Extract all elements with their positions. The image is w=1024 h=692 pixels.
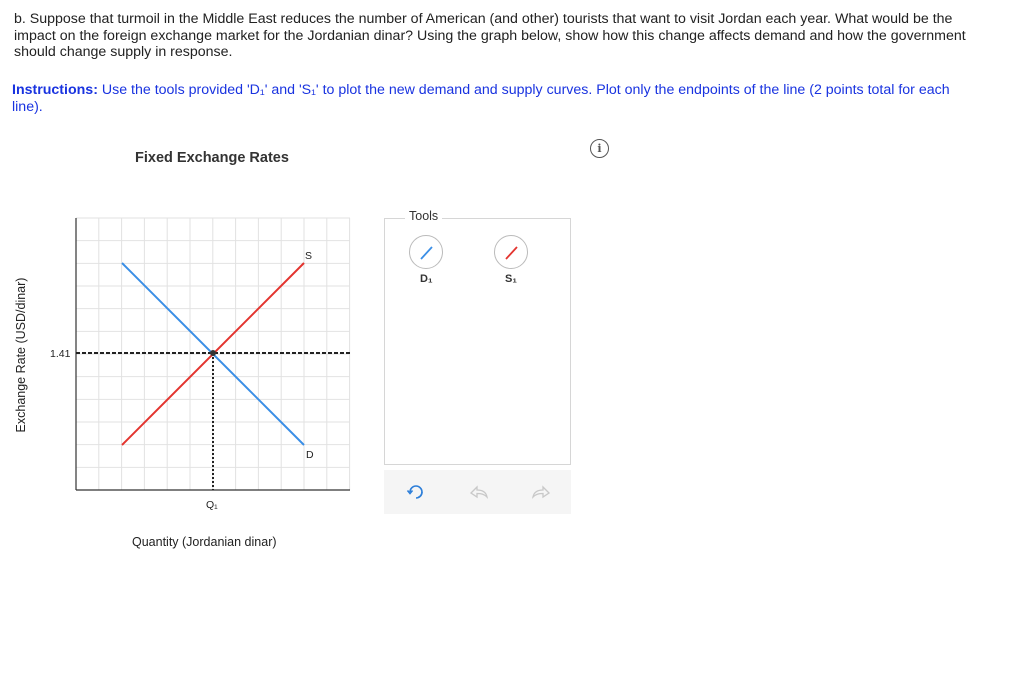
undo-icon (467, 480, 491, 504)
s1-tool-button[interactable] (494, 235, 528, 269)
d1-tool-label: D₁ (420, 273, 433, 285)
x-tick-label: Q₁ (206, 499, 218, 511)
reset-icon (404, 480, 428, 504)
supply-curve-label: S (305, 250, 313, 262)
instructions-label: Instructions: (12, 82, 98, 98)
question-text: b. Suppose that turmoil in the Middle East reduces the number of American (and other) tourists that want to visit Jordan each year. What would be the impact on the foreign exchange market for the Jordanian dinar? Using the graph below, show how this change affects demand and how the government should change supply in response. (14, 11, 966, 60)
instructions-text: Use the tools provided 'D₁' and 'S₁' to plot the new demand and supply curves. Plot only the endpoints of the line (2 points total for each line). (12, 82, 950, 115)
graph-title: Fixed Exchange Rates (135, 150, 289, 166)
tools-title: Tools (405, 209, 442, 223)
reset-button[interactable] (404, 480, 428, 504)
demand-curve-label: D (306, 449, 314, 461)
d1-tool-button[interactable] (409, 235, 443, 269)
line-draw-icon (410, 236, 444, 270)
y-axis-label: Exchange Rate (USD/dinar) (14, 277, 28, 433)
equilibrium-point (210, 350, 216, 356)
toolbar (384, 470, 571, 514)
undo-button[interactable] (467, 480, 491, 504)
line-draw-icon (495, 236, 529, 270)
redo-icon (529, 480, 553, 504)
y-tick-label: 1.41 (50, 348, 71, 360)
redo-button[interactable] (529, 480, 553, 504)
x-axis-label: Quantity (Jordanian dinar) (132, 535, 277, 549)
info-icon[interactable]: i (590, 139, 609, 158)
s1-tool-label: S₁ (505, 273, 517, 285)
